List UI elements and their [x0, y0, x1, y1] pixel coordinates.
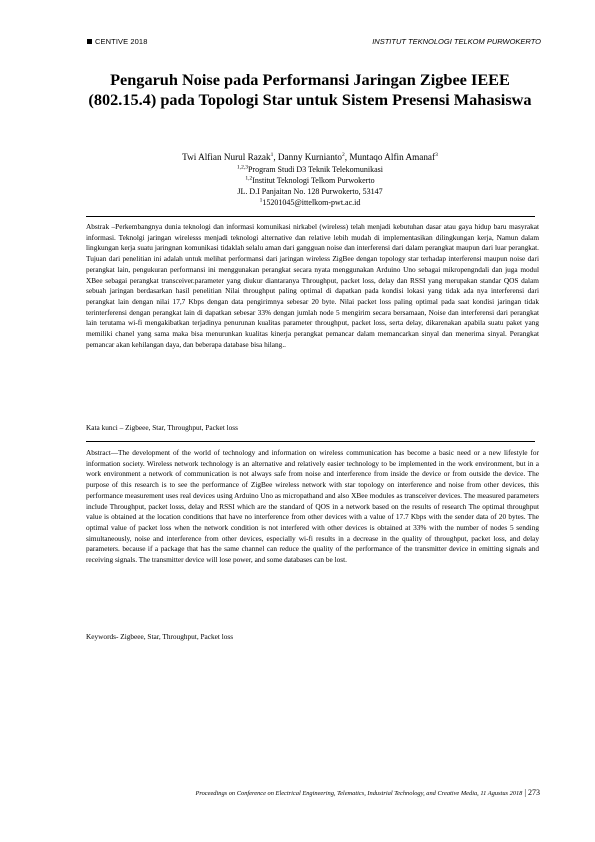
abstract-paragraph: Abstract—The development of the world of technology and information on wireless communication has become a basic need or a new lifestyle for information society. Wireless network technology is an alternative and relatively easier technology to be implemented in the work environment, but in a work environment a network of communication is not always safe from noise and interference from inside the device or from outside the device. The purpose of this research is to see the performance of ZigBee wireless network with star topology on interference and noise from other devices, this performance measurement uses real devices using Arduino Uno as micropathand and also XBee modules as transceiver devices. The measured parameters include Throughput, packet losss, delay and RSSI which are the standard of QOS in a network based on the results of research The optimal throughput value is obtained at the location conditions that have no interference from other devices with a value of 17.7 Kbps with the sender data of 20 bytes. The optimal value of packet loss when the network condition is not interfered with other devices is obtained at 33% with the number of nodes 5 sending simultaneously, noise and interference from other devices, especially wi-fi results in a decrease in the quality of throughput, packet loss, and delay parameters. because if a package that has the same channel can reduce the quality of the performance of the transmitter device in emitting signals and receiving signals. The transmitter device will lose power, and some databases can be lost.	[86, 448, 539, 565]
author-sup: 2	[341, 151, 345, 158]
page-number: | 273	[524, 788, 540, 797]
page-footer	[95, 788, 540, 797]
paper-title: Pengaruh Noise pada Performansi Jaringan Zigbee IEEE (802.15.4) pada Topologi Star untuk Sistem Presensi Mahasiswa	[88, 70, 532, 109]
divider-rule	[86, 216, 535, 217]
address-line: JL. D.I Panjaitan No. 128 Purwokerto, 53147	[237, 187, 383, 196]
author-list: Twi Alfian Nurul Razak$^1$, Danny Kurnianto$^2$, Muntaqo Alfin Amanaf$^3$	[182, 151, 438, 162]
author-name: Twi Alfian Nurul Razak	[182, 152, 271, 162]
author-sup: 1	[270, 151, 274, 158]
keywords: Keywords- Zigbeee, Star, Throughput, Packet loss	[86, 632, 234, 641]
abstrak-paragraph: Abstrak –Perkembangnya dunia teknologi dan informasi komunikasi nirkabel (wireless) telah menjadi kebutuhan dasar atau gaya hidup baru masyrakat informasi. Teknolgi jaringan wirelesss menjadi teknologi alternative dan relative lebih mudah di implementasikan dilingkungan kerja, Namun dalam lingkungan kerja suatu jaringnan komunikasi tidaklah selalu aman dari gangguan noise dan interferensi dari dalam perangkat maupun dari luar perangkat. Tujuan dari penelitian ini adalah untuk melihat performansi dari jaringan wireless ZigBee dengan topology star terhadap interferensi maupun noise dari perangkat lain, pengukuran performansi ini menggunakan perangkat secara nyata menggunakan Arduino Uno sebagai mikropengndali dan juga modul XBee sebagai perangkat transceiver.parameter yang diukur diantaranya Throughput, packet loss, delay dan RSSI yang merupakan standar QOS dalam sebuah jaringan berdasarkan hasil penelitian Nilai throughput paling optimal di dapatkan pada kondisi lokasi yang tidak ada nya interferensi dari perangkat lain dengan nilai 17,7 Kbps dengan data pengirimnya sebesar 20 byte. Nilai packet loss paling optimal pada saat kondisi jaringan tidak terinterferensi dengan perangkat lain di dapatkan sebesar 33% dengan jumlah node 5 mengirim secara bersamaan, Noise dan interferensi dari perangkat lain terutama wi-fi mengakibatkan terjadinya penurunan kualitas parameter throughput, packet loss, serta delay, dikarenakan apabila suatu paket yang memiliki chanel yang sama maka bisa menurunkan kualitas kinerja perangkat pemancar dalam memancarkan sinyal dan menerima sinyal. Perangkat pemancar akan kehilangan daya, dan beberapa database bisa hilang..	[86, 222, 539, 349]
footer-proceedings: Proceedings on Conference on Electrical Engineering, Telematics, Industrial Technology, and Creative Media, 11 Agustus 2018	[195, 790, 523, 797]
running-header-left	[87, 37, 147, 46]
running-header-right: INSTITUT TEKNOLOGI TELKOM PURWOKERTO	[372, 37, 541, 46]
author-sup: 3	[435, 151, 438, 158]
affiliation-line	[85, 175, 535, 186]
affiliation-text: Program Studi D3 Teknik Telekomunikasi	[247, 165, 384, 174]
affiliation-sup: 1,2,3	[236, 164, 248, 171]
affiliation-sup: 1,2	[245, 175, 253, 182]
affiliation-text: Institut Teknologi Telkom Purwokerto	[252, 176, 375, 185]
conference-name: CENTIVE 2018	[95, 37, 148, 46]
affiliation-line	[85, 164, 535, 175]
kata-kunci: Kata kunci – Zigbeee, Star, Throughput, Packet loss	[86, 423, 238, 432]
email-line	[85, 197, 535, 208]
email-text: 15201045@ittelkom-pwt.ac.id	[262, 198, 361, 207]
author-name: Danny Kurnianto	[277, 152, 342, 162]
square-bullet-icon	[87, 39, 92, 44]
divider-rule	[86, 441, 535, 442]
author-name: Muntaqo Alfin Amanaf	[349, 152, 436, 162]
email-sup: 1	[259, 197, 263, 204]
